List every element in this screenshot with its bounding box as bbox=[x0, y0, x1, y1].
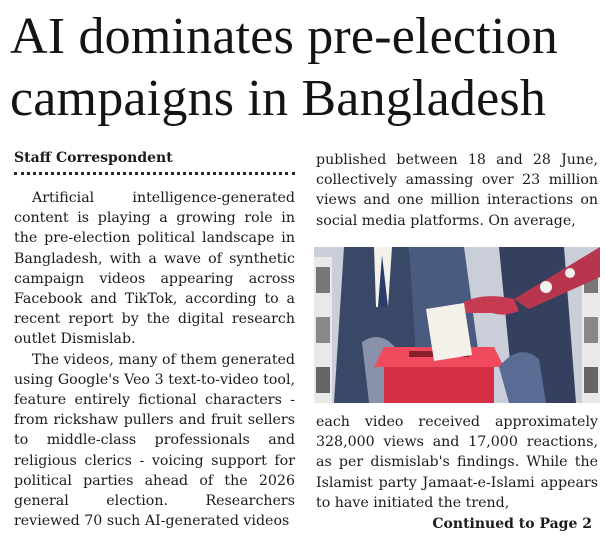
article-column-right-top bbox=[316, 150, 598, 231]
paragraph-1: Artificial intelligence-generated content is playing a growing role in the pre-election political landscape in Bangladesh, with a wave of synthetic campaign videos appearing across Facebook and TikTok, according to a recent report by the digital research outlet Dismislab. bbox=[14, 190, 295, 348]
article-column-right-bottom bbox=[316, 412, 598, 513]
headline-line-2: campaigns in Bangladesh bbox=[10, 70, 547, 127]
dotted-divider bbox=[14, 172, 295, 175]
article-illustration bbox=[314, 247, 600, 403]
continued-notice: Continued to Page 2 bbox=[432, 516, 592, 532]
paragraph-3-end: each video received approximately 328,000 views and 17,000 reactions, as per dismislab's findings. While the Islamist party Jamaat-e-Islami appears to have initiated the trend, bbox=[316, 414, 598, 511]
article-column-left bbox=[14, 188, 295, 531]
paragraph-2: The videos, many of them generated using Google's Veo 3 text-to-video tool, feature entirely fictional characters - from rickshaw pullers and fruit sellers to middle-class professionals and religious clerics - voicing support for political parties ahead of the 2026 general election. Researchers reviewed 70 such AI-generated videos bbox=[14, 351, 295, 530]
headline-line-1: AI dominates pre-election bbox=[10, 8, 558, 65]
ai-ballot-illustration bbox=[314, 247, 600, 403]
byline: Staff Correspondent bbox=[14, 150, 173, 166]
paragraph-3-start: published between 18 and 28 June, collectively amassing over 23 million views and one million interactions on social media platforms. On average, bbox=[316, 152, 598, 229]
headline bbox=[10, 6, 600, 130]
